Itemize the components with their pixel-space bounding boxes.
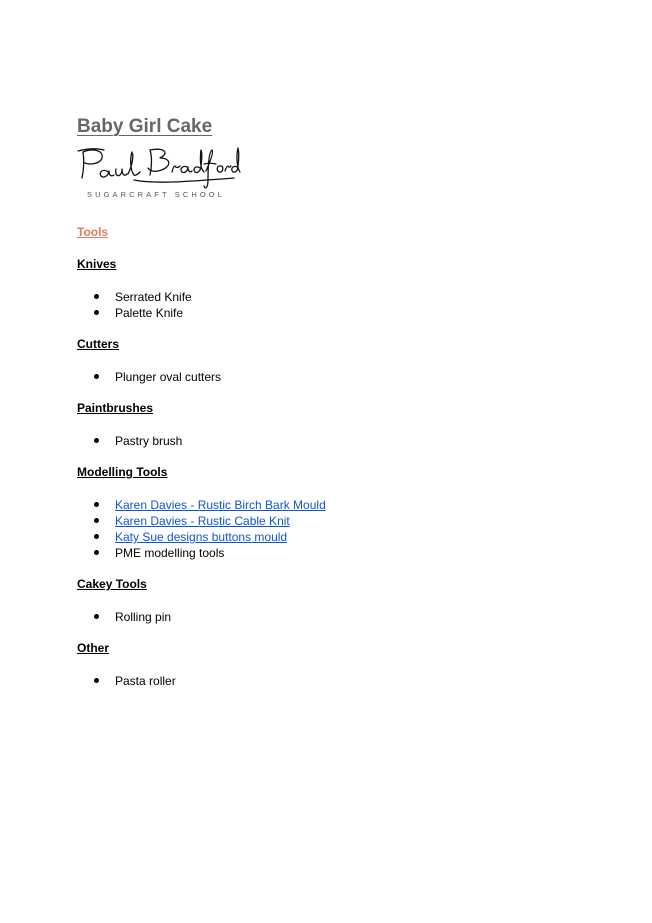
list-item [94,497,326,513]
list-item: Rolling pin [94,609,171,625]
section-heading-cutters: Cutters [77,337,120,351]
list-item [94,513,326,529]
list-item: PME modelling tools [94,545,326,561]
list-modelling-tools [94,497,326,561]
list-item [94,529,326,545]
section-heading-modelling-tools: Modelling Tools [77,465,168,479]
list-item: Pasta roller [94,673,176,689]
list-knives [94,289,192,321]
link-rustic-cable-knit[interactable]: Karen Davies - Rustic Cable Knit [115,514,290,528]
bullet-icon [94,310,99,315]
section-heading-paintbrushes: Paintbrushes [77,401,154,415]
bullet-icon [94,550,99,555]
bullet-icon [94,678,99,683]
tools-heading: Tools [77,225,109,239]
list-paintbrushes [94,433,182,449]
list-other [94,673,176,689]
page-title: Baby Girl Cake [77,116,213,137]
link-rustic-birch-bark-mould[interactable]: Karen Davies - Rustic Birch Bark Mould [115,498,326,512]
list-item: Palette Knife [94,305,192,321]
logo-subtitle: SUGARCRAFT SCHOOL [87,190,225,199]
bullet-icon [94,374,99,379]
bullet-icon [94,534,99,539]
section-heading-other: Other [77,641,110,655]
list-cutters [94,369,221,385]
section-heading-knives: Knives [77,257,117,271]
bullet-icon [94,614,99,619]
bullet-icon [94,438,99,443]
list-item: Plunger oval cutters [94,369,221,385]
list-item: Serrated Knife [94,289,192,305]
bullet-icon [94,518,99,523]
section-heading-cakey-tools: Cakey Tools [77,577,147,591]
list-cakey-tools [94,609,171,625]
bullet-icon [94,502,99,507]
link-buttons-mould[interactable]: Katy Sue designs buttons mould [115,530,288,544]
list-item: Pastry brush [94,433,182,449]
bullet-icon [94,294,99,299]
